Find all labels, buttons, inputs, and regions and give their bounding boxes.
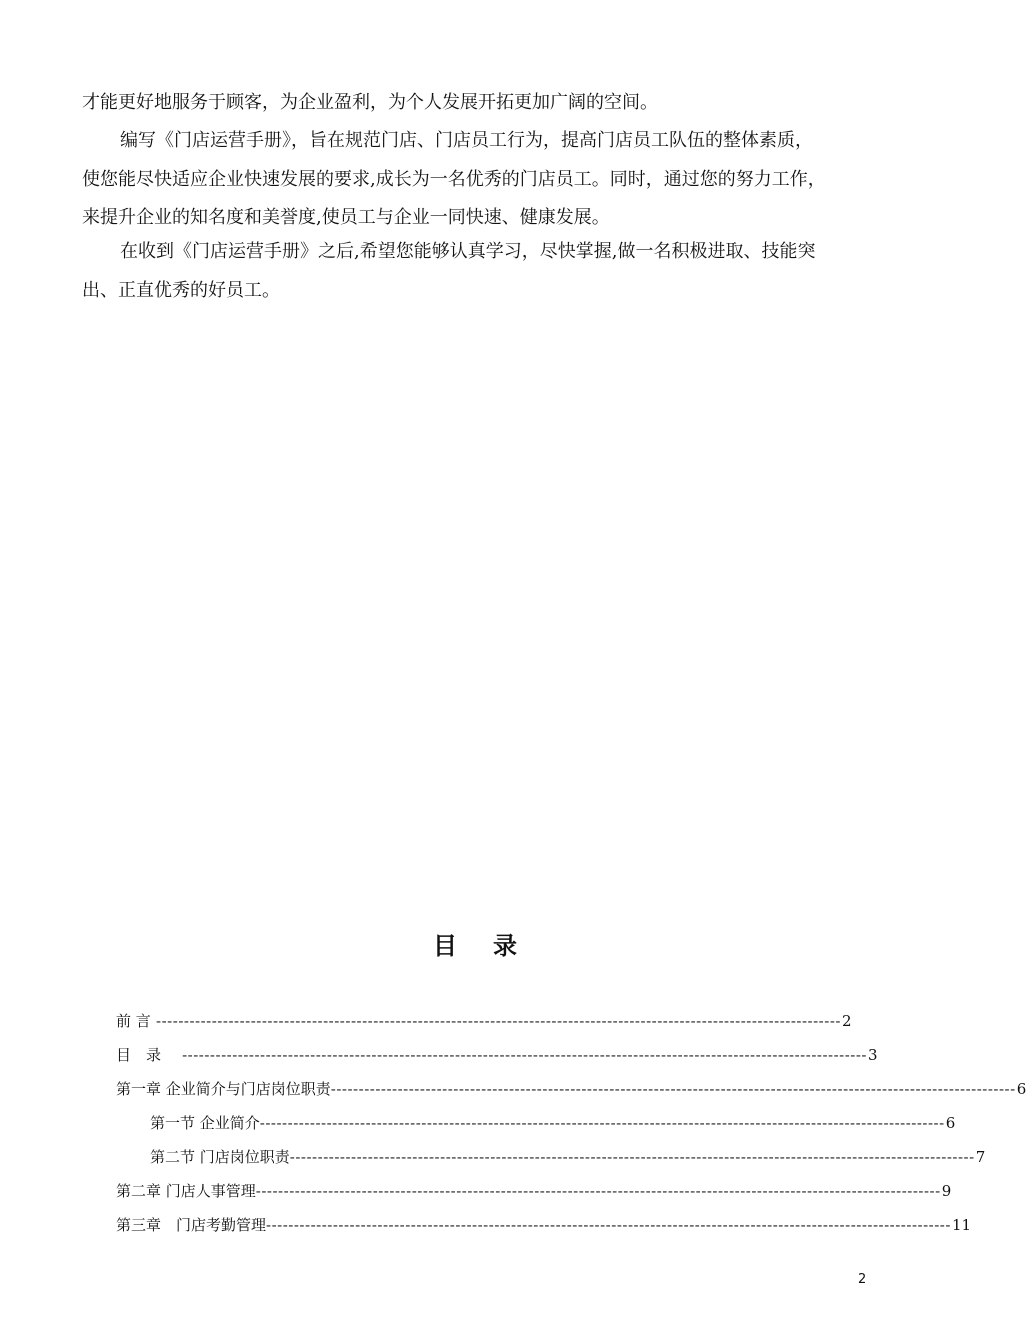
paragraph-line: 来提升企业的知名度和美誉度,使员工与企业一同快速、健康发展。 [82, 207, 610, 228]
toc-entry[interactable] [116, 1072, 1026, 1106]
toc-leader: --------------------------------------------------------------------------------------------------------------------------- [259, 1114, 945, 1132]
toc-entry[interactable] [116, 1208, 972, 1242]
toc-entry[interactable] [150, 1140, 986, 1174]
toc-leader: --------------------------------------------------------------------------------------------------------------------------- [266, 1216, 951, 1234]
toc-entry[interactable] [116, 1038, 878, 1072]
toc-leader: --------------------------------------------------------------------------------------------------------------------------- [330, 1080, 1016, 1098]
toc-entry-page: 9 [941, 1182, 952, 1200]
paragraph-3 [82, 233, 872, 310]
toc-entry-page: 6 [945, 1114, 956, 1132]
paragraph-line: 才能更好地服务于顾客，为企业盈利，为个人发展开拓更加广阔的空间。 [82, 92, 658, 113]
toc-entry-label: 第一章 企业简介与门店岗位职责 [116, 1080, 331, 1098]
toc-entry-page: 6 [1016, 1080, 1026, 1098]
paragraph-2 [82, 122, 872, 238]
toc-entry-page: 3 [868, 1046, 878, 1064]
toc-leader: --------------------------------------------------------------------------------------------------------------------------- [150, 1012, 841, 1030]
page-number: 2 [858, 1272, 867, 1287]
paragraph-line: 编写《门店运营手册》，旨在规范门店、门店员工行为，提高门店员工队伍的整体素质， [120, 130, 813, 151]
paragraph-line: 在收到《门店运营手册》之后,希望您能够认真学习，尽快掌握,做一名积极进取、技能突 [120, 241, 816, 262]
toc-entry[interactable] [116, 1004, 852, 1038]
toc-entry-label: 第一节 企业简介 [150, 1114, 260, 1132]
toc-entry[interactable] [116, 1174, 952, 1208]
toc-title: 目录 [433, 932, 553, 960]
paragraph-1 [82, 84, 872, 123]
toc-entry-page: 2 [841, 1012, 852, 1030]
paragraph-line: 使您能尽快适应企业快速发展的要求,成长为一名优秀的门店员工。同时，通过您的努力工作， [82, 168, 826, 190]
toc-leader: --------------------------------------------------------------------------------------------------------------------------- [289, 1148, 975, 1166]
toc-entry-label: 目 录 [116, 1046, 162, 1064]
toc-entry-page: 7 [975, 1148, 986, 1166]
toc-entry-page: 11 [951, 1216, 972, 1234]
toc-entry-label: 第三章 门店考勤管理 [116, 1216, 267, 1234]
toc-entry-label: 第二节 门店岗位职责 [150, 1148, 290, 1166]
paragraph-line: 出、正直优秀的好员工。 [82, 279, 280, 301]
toc-leader: --------------------------------------------------------------------------------------------------------------------------- [255, 1182, 941, 1200]
toc-entry-label: 第二章 门店人事管理 [116, 1182, 256, 1200]
toc-entry-label: 前 言 [116, 1012, 151, 1030]
toc-entry[interactable] [150, 1106, 956, 1140]
toc-leader: --------------------------------------------------------------------------------------------------------------------------- [161, 1046, 867, 1064]
